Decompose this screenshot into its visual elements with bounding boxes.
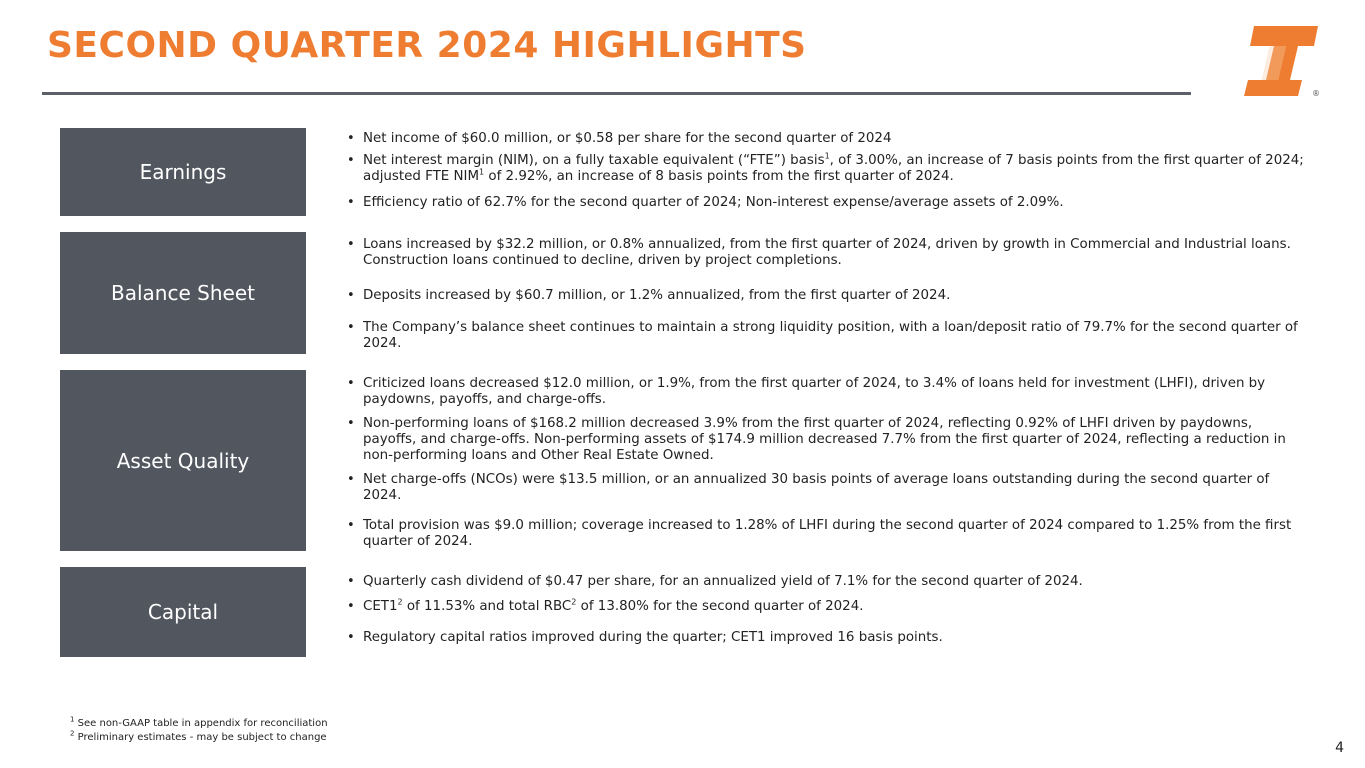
- capital-bullet-3: • Regulatory capital ratios improved during the quarter; CET1 improved 16 basis points.: [344, 630, 1304, 646]
- asset-bullet-4: • Total provision was $9.0 million; coverage increased to 1.28% of LHFI during the second quarter of 2024 compared to 1.25% from the first quarter of 2024.: [344, 518, 1304, 550]
- capital-bullet-1: • Quarterly cash dividend of $0.47 per share, for an annualized yield of 7.1% for the second quarter of 2024.: [344, 574, 1304, 590]
- company-logo: [1240, 24, 1324, 98]
- balance-bullet-1: • Loans increased by $32.2 million, or 0.8% annualized, from the first quarter of 2024, driven by growth in Commercial and Industrial loans. Construction loans continued to decline, driven by project completions.: [344, 237, 1304, 269]
- earnings-bullet-2: • Net interest margin (NIM), on a fully taxable equivalent (“FTE”) basis$^1$, of 3.00%, an increase of 7 basis points from the first quarter of 2024; adjusted FTE NIM$^1$ of 2.92%, an increase of 8 basis points from the first quarter of 2024.: [344, 153, 1304, 185]
- balance-sheet-bullets: [344, 237, 1304, 352]
- asset-quality-bullets: [344, 376, 1304, 550]
- earnings-label: Earnings: [60, 128, 306, 216]
- registered-mark: ®: [1312, 89, 1320, 98]
- capital-bullet-2: • $CET1^2$ of 11.53% and total RBC$^2$ of 13.80% for the second quarter of 2024.: [344, 599, 1304, 615]
- asset-quality-label: Asset Quality: [60, 370, 306, 551]
- capital-label: Capital: [60, 567, 306, 657]
- asset-bullet-1: • Criticized loans decreased $12.0 million, or 1.9%, from the first quarter of 2024, to 3.4% of loans held for investment (LHFI), driven by paydowns, payoffs, and charge-offs.: [344, 376, 1304, 408]
- earnings-bullet-3: • Efficiency ratio of 62.7% for the second quarter of 2024; Non-interest expense/average assets of 2.09%.: [344, 195, 1304, 211]
- balance-bullet-3: • The Company’s balance sheet continues to maintain a strong liquidity position, with a loan/deposit ratio of 79.7% for the second quarter of 2024.: [344, 320, 1304, 352]
- earnings-bullets: [344, 131, 1304, 211]
- page-number: 4: [1335, 740, 1344, 756]
- title-divider: [42, 92, 1191, 95]
- balance-sheet-label: Balance Sheet: [60, 232, 306, 354]
- page-title: SECOND QUARTER 2024 HIGHLIGHTS: [47, 25, 807, 66]
- asset-bullet-3: • Net charge-offs (NCOs) were $13.5 million, or an annualized 30 basis points of average loans outstanding during the second quarter of 2024.: [344, 472, 1304, 504]
- footnote-1: $^1$ See non-GAAP table in appendix for reconciliation: [70, 715, 328, 729]
- capital-bullets: [344, 574, 1304, 646]
- balance-bullet-2: • Deposits increased by $60.7 million, or 1.2% annualized, from the first quarter of 2024.: [344, 288, 1304, 304]
- earnings-bullet-1: • Net income of $60.0 million, or $0.58 per share for the second quarter of 2024: [344, 131, 1304, 147]
- footnote-2: $^2$ Preliminary estimates - may be subject to change: [70, 729, 327, 743]
- asset-bullet-2: • Non-performing loans of $168.2 million decreased 3.9% from the first quarter of 2024, reflecting 0.92% of LHFI driven by paydowns, payoffs, and charge-offs. Non-performing assets of $174.9 million decreased 7.7% from the first quarter of 2024, reflecting a reduction in non-performing loans and Other Real Estate Owned.: [344, 416, 1304, 464]
